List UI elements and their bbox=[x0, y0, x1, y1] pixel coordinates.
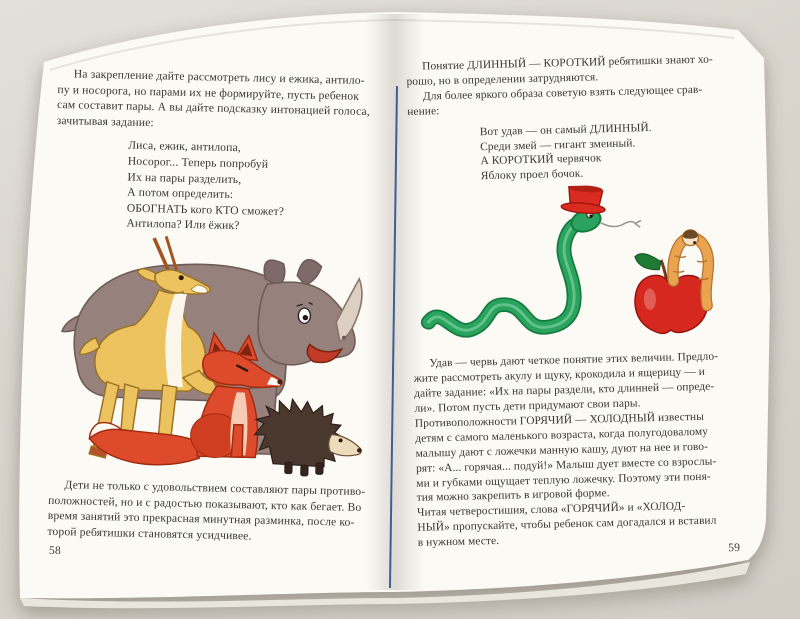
right-paragraph-3: Удав — червь дают четкое понятие этих величин. Предло- жите рассмотреть акулу и щуку, крокодила и ящерицу — и дайте задание: «Их на пары раздели, кто длинней — опреде- ли». Потом пусть дети придумают свои пары. Противоположности ГОРЯЧИЙ — ХОЛОДНЫЙ известны детям с самого маленького возраста, когда полугодовалому малышу дают с ложечки манную кашу, дуют на нее и гово- рят: «А... горячая... подуй!» Малыш дует вместе со взрослы- ми и губками ощущает теплую ложечку. Поэтому эти поня- тия можно закрепить в игровой форме. Читая четверостишия, слова «ГОРЯЧИЙ» и «ХОЛОД- НЫЙ» пропускайте, чтобы ребенок сам догадался и вставил в нужном месте. bbox=[413, 350, 719, 549]
snake-top-hat bbox=[561, 184, 607, 215]
right-poem: Вот удав — он самый ДЛИННЫЙ. Среди змей — гигант змеиный. А КОРОТКИЙ червячок Яблоку проел бочок. bbox=[479, 121, 652, 183]
left-page-number: 58 bbox=[48, 543, 62, 558]
left-poem: Лиса, ежик, антилопа, Носорог... Теперь попробуй Их на пары разделить, А потом определить: ОБОГНАТЬ кого КТО сможет? Антилопа? Или ёжик? bbox=[126, 138, 285, 233]
left-page bbox=[47, 66, 404, 558]
snake-tongue bbox=[600, 221, 641, 229]
right-page bbox=[406, 52, 762, 555]
snake-figure bbox=[425, 182, 643, 331]
snake-with-top-hat-and-apple-with-worm-illustration bbox=[413, 182, 747, 352]
antelope-rhino-fox-hedgehog-illustration bbox=[49, 232, 399, 480]
left-intro-paragraph: На закрепление дайте рассмотреть лису и ежика, антило- пу и носорога, но парами их не формируйте, пусть ребенок сам составит пары. А вы дайте подсказку интонацией голоса, зачитывая задание: bbox=[56, 67, 370, 129]
right-paragraph-2: Для более яркого образа советую взять следующее срав- нение: bbox=[407, 83, 703, 118]
left-outro-paragraph: Дети не только с удовольствием составляют пары противо- положностей, но и с радостью показывают, кто как бегает. Во время занятий это прекрасная минутная разминка, после ко- торой ребятишки становятся усидчивее. bbox=[47, 478, 366, 543]
right-page-number: 59 bbox=[728, 540, 741, 555]
hedgehog-figure bbox=[254, 398, 363, 477]
apple-with-worm bbox=[633, 230, 710, 335]
right-paragraph-1: Понятие ДЛИННЫЙ — КОРОТКИЙ ребятишки знают хо- рошо, но в определении затрудняются. bbox=[406, 53, 713, 88]
